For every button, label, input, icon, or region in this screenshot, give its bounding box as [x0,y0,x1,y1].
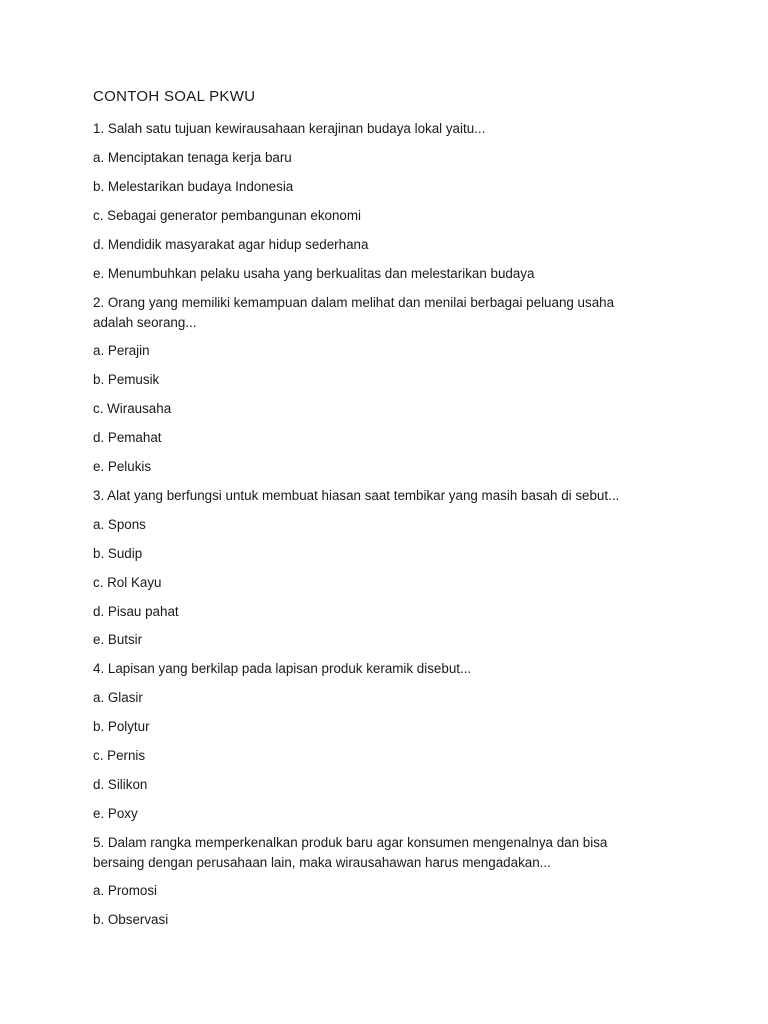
question-2-option-c: c. Wirausaha [93,401,172,416]
question-4-text: 4. Lapisan yang berkilap pada lapisan produk keramik disebut... [93,661,472,676]
question-3-option-b: b. Sudip [93,546,143,561]
question-3-option-e: e. Butsir [93,632,143,647]
question-4-option-c: c. Pernis [93,748,146,763]
question-3-option-a: a. Spons [93,517,146,532]
question-4-option-e: e. Poxy [93,806,138,821]
question-1-option-b: b. Melestarikan budaya Indonesia [93,179,294,194]
question-1-text: 1. Salah satu tujuan kewirausahaan kerajinan budaya lokal yaitu... [93,121,486,136]
question-2-option-e: e. Pelukis [93,459,152,474]
question-2-option-a: a. Perajin [93,343,150,358]
question-5-option-b: b. Observasi [93,912,169,927]
question-4-option-a: a. Glasir [93,690,143,705]
question-1-option-d: d. Mendidik masyarakat agar hidup sederhana [93,237,369,252]
question-1-option-a: a. Menciptakan tenaga kerja baru [93,150,292,165]
question-2-option-d: d. Pemahat [93,430,162,445]
question-4-option-d: d. Silikon [93,777,148,792]
question-3-text: 3. Alat yang berfungsi untuk membuat hiasan saat tembikar yang masih basah di sebut... [93,488,620,503]
question-2-option-b: b. Pemusik [93,372,160,387]
document-title: CONTOH SOAL PKWU [93,88,256,105]
question-4-option-b: b. Polytur [93,719,150,734]
question-3-option-d: d. Pisau pahat [93,604,179,619]
question-1-option-c: c. Sebagai generator pembangunan ekonomi [93,208,362,223]
question-5-text: 5. Dalam rangka memperkenalkan produk baru agar konsumen mengenalnya dan bisa bersaing dengan perusahaan lain, maka wirausahawan harus mengadakan... [93,835,608,870]
question-1-option-e: e. Menumbuhkan pelaku usaha yang berkualitas dan melestarikan budaya [93,266,535,281]
question-3-option-c: c. Rol Kayu [93,575,162,590]
question-2-text: 2. Orang yang memiliki kemampuan dalam melihat dan menilai berbagai peluang usaha adalah seorang... [93,295,615,330]
question-5-option-a: a. Promosi [93,883,157,898]
